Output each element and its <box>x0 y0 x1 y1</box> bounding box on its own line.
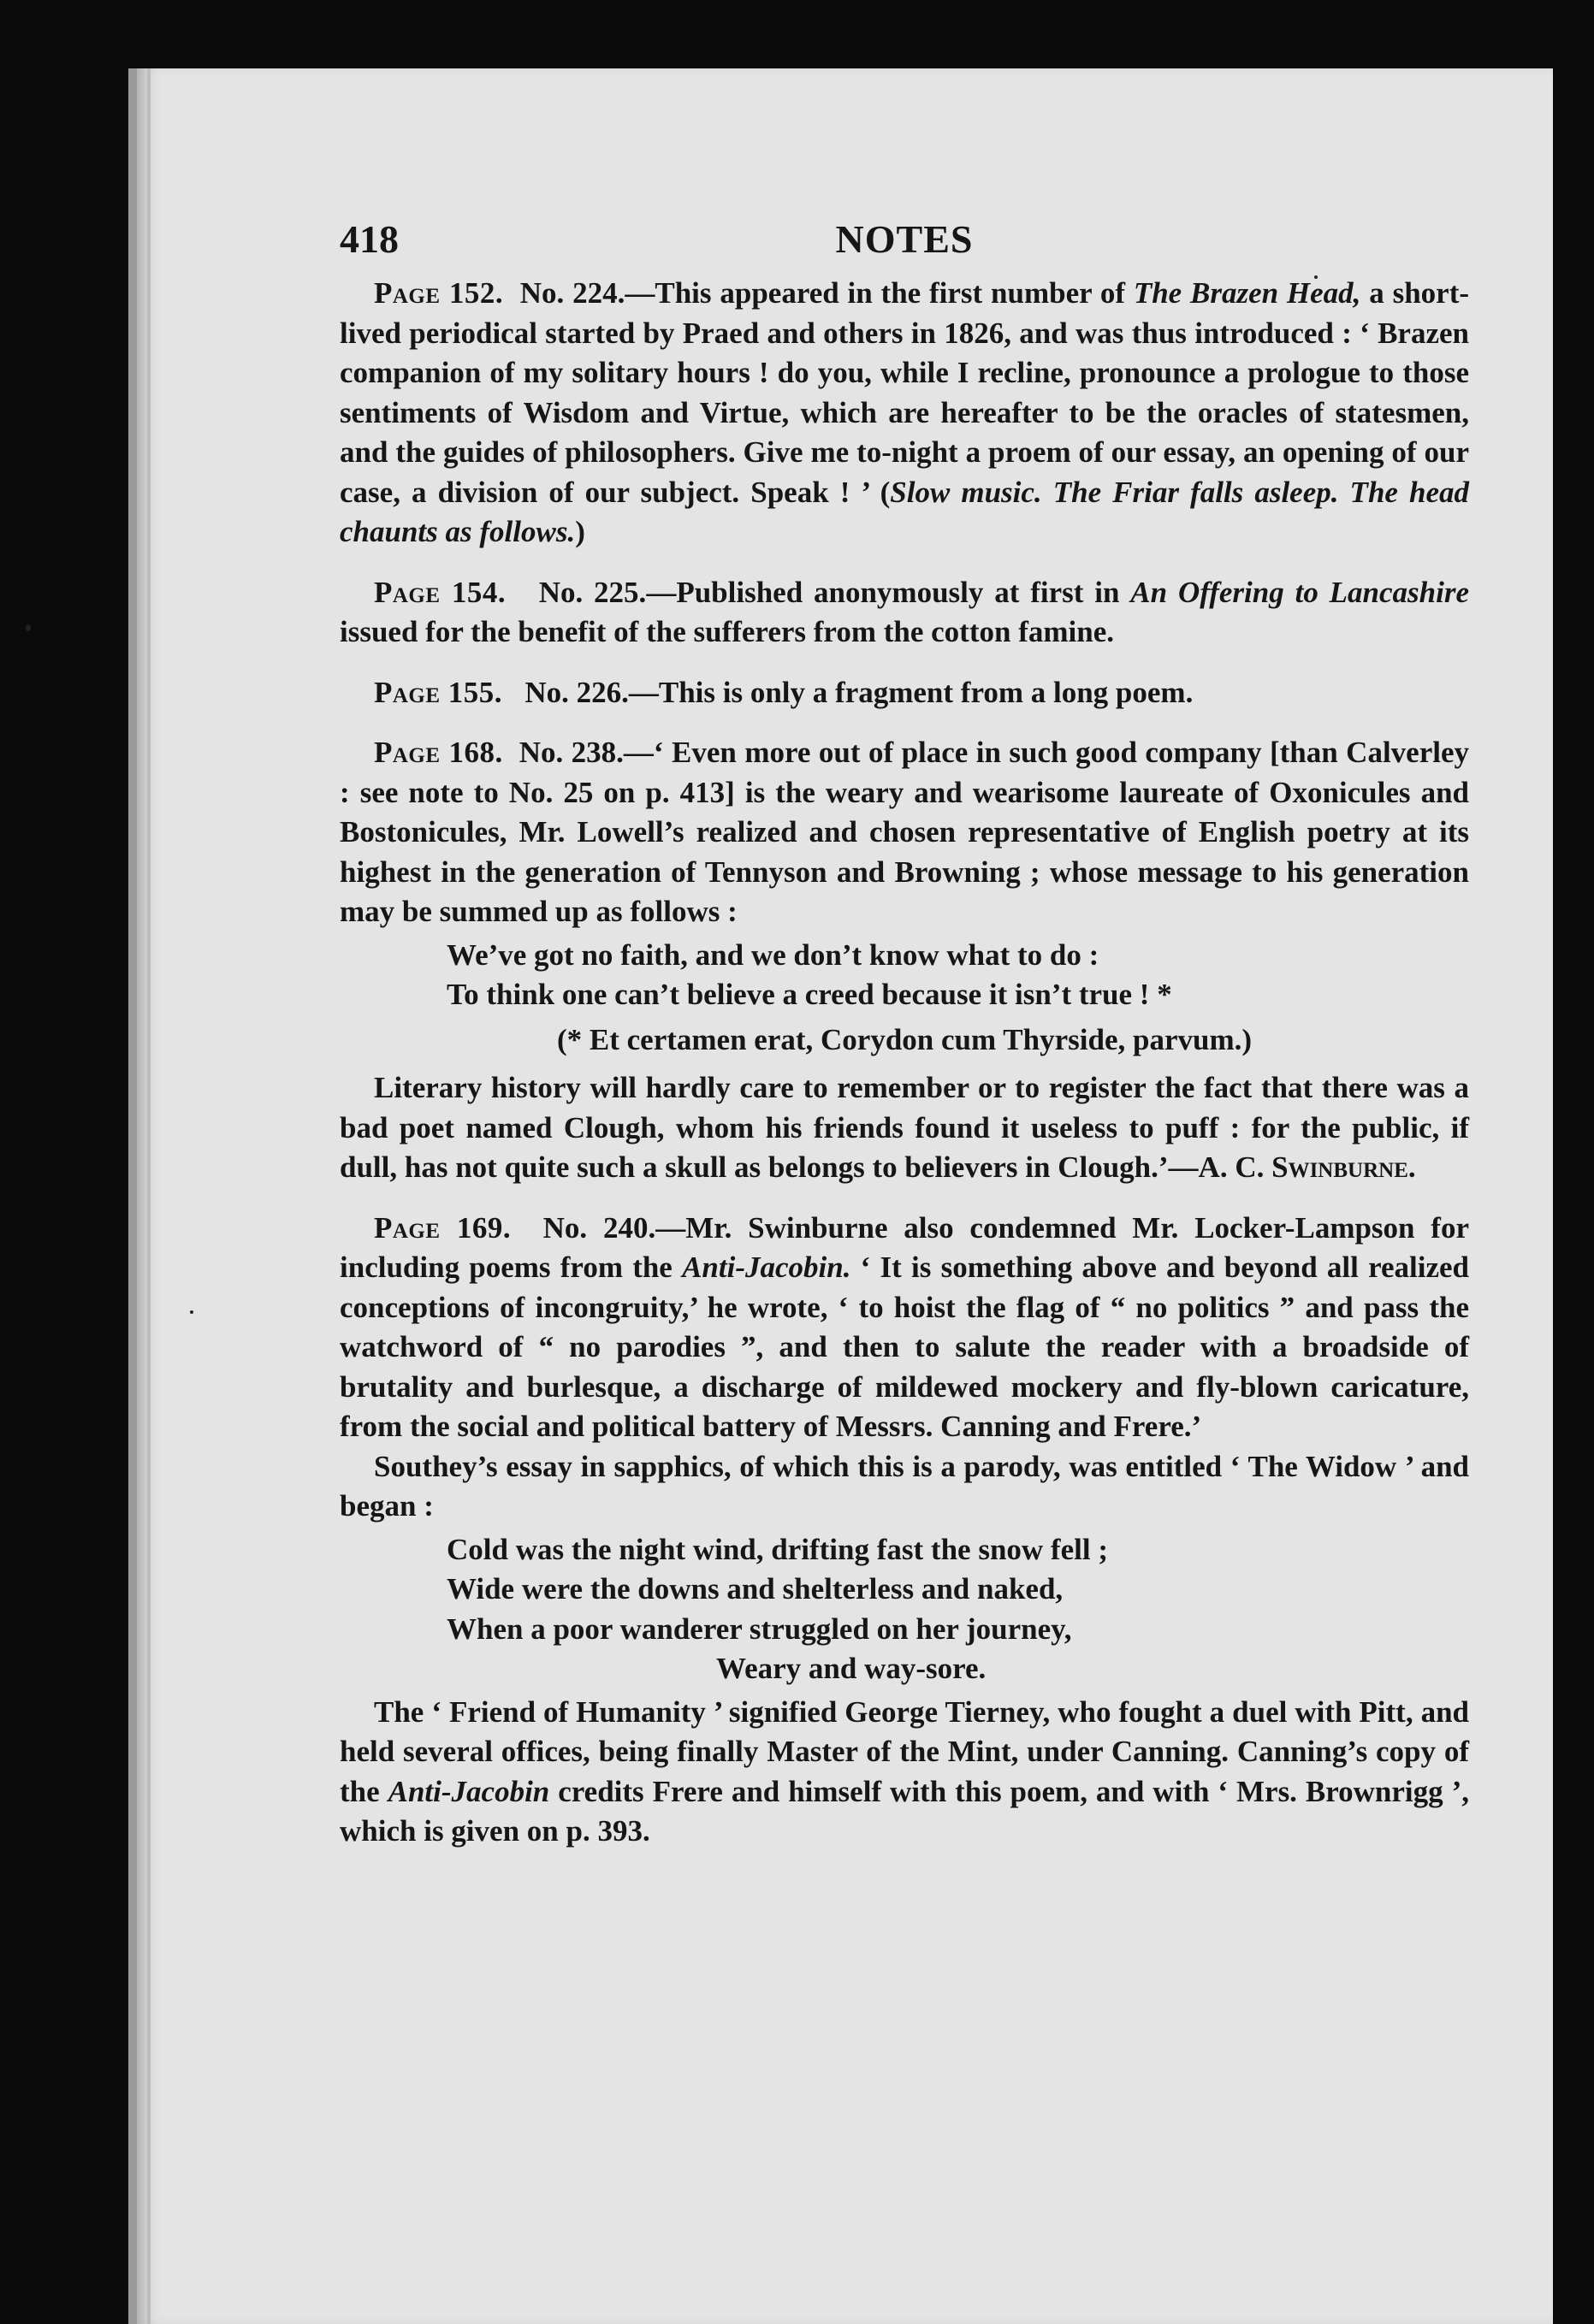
verse-footnote: (* Et certamen erat, Corydon cum Thyrside, parvum.) <box>556 1022 1253 1056</box>
note-text: —‘ Even more out of place in such good company [than Calverley : see note to No. 25 on p. 413] is the weary and wearisome laureate of Oxonicules and Bostonicules, Mr. Lowell’s realized and chosen representative of English poetry at its highest in the generation of Tennyson and Browning ; whose message to his generation may be summed up as follows : <box>340 736 1469 928</box>
note-text: credits Frere and himself with this poem, and with ‘ Mrs. Brownrigg ’, which is given on p. 393. <box>340 1774 1470 1848</box>
note-text: Literary history will hardly care to remember or to register the fact that there was a bad poet named Clough, whom his friends found it useless to puff : for the public, if dull, has not quite such a skull as belongs to believers in Clough.’—A. C. <box>340 1071 1469 1184</box>
verse-quotation <box>340 1530 1469 1689</box>
page-content <box>340 205 1469 1872</box>
note-number: No. 224. <box>519 276 625 310</box>
stage-direction-italic: Slow music. The Friar falls asleep. The head chaunts as follows. <box>340 475 1470 548</box>
note-number: No. 240. <box>542 1210 656 1245</box>
title-italic: Anti-Jacobin. <box>682 1251 851 1284</box>
note-number: No. 226. <box>524 675 629 709</box>
dust-speck <box>190 1310 193 1314</box>
note-text: —Mr. Swinburne also condemned Mr. Locker-Lampson for including poems from the <box>340 1210 1469 1284</box>
verse-line: Weary and way-sore. <box>716 1652 987 1685</box>
verse-line: To think one can’t believe a creed because it isn’t true ! * <box>447 978 1172 1011</box>
note-text: —Published anonymously at first in <box>646 575 1131 609</box>
page-header <box>340 205 1469 274</box>
note-page-169 <box>340 1209 1469 1852</box>
note-page-154 <box>340 573 1469 653</box>
verse-quotation <box>340 936 1469 1015</box>
note-page-155 <box>340 673 1469 713</box>
note-paragraph <box>340 1209 1469 1447</box>
verse-line: Wide were the downs and shelterless and naked, <box>447 1572 1064 1606</box>
note-paragraph <box>340 733 1469 932</box>
note-paragraph: Southey’s essay in sapphics, of which this is a parody, was entitled ‘ The Widow ’ and began : <box>340 1449 1469 1523</box>
page-number: 418 <box>340 217 399 261</box>
note-text: a short-lived periodical started by Praed and others in 1826, and was thus introduced : ‘ Brazen companion of my solitary hours ! do you, while I recline, pronounce a prologue to those sentiments of Wisdom and Virtue, which are hereafter to be the oracles of statesmen, and the guides of philosophers. Give me to-night a proem of our essay, an opening of our case, a division of our subject. Speak ! ’ ( <box>340 276 1470 509</box>
verse-line: We’ve got no faith, and we don’t know what to do : <box>447 937 1099 972</box>
note-text: ) <box>575 515 585 548</box>
title-italic: Anti-Jacobin <box>388 1774 550 1808</box>
note-paragraph <box>340 1693 1469 1852</box>
note-text: ‘ It is something above and beyond all realized conceptions of incongruity,’ he wrote, ‘ to hoist the flag of “ no politics ” and pass the watchword of “ no parodies ”, and then to salute the reader with a broadside of brutality and burlesque, a discharge of mildewed mockery and fly-blown caricature, from the social and political battery of Messrs. Canning and Frere.’ <box>340 1251 1469 1443</box>
title-italic: An Offering to Lancashire <box>1130 575 1469 609</box>
note-text: issued for the benefit of the sufferers from the cotton famine. <box>340 615 1114 648</box>
note-page-152 <box>340 274 1469 553</box>
note-number: No. 225. <box>538 575 647 609</box>
page-reference: Page 155. <box>374 675 503 709</box>
note-paragraph <box>340 1068 1469 1188</box>
note-text: The ‘ Friend of Humanity ’ signified George Tierney, who fought a duel with Pitt, and held several offices, being finally Master of the Mint, under Canning. Canning’s copy of the <box>340 1694 1469 1808</box>
dust-speck <box>26 624 31 631</box>
note-paragraph <box>340 274 1469 553</box>
note-paragraph <box>340 573 1469 653</box>
signature: Swinburne. <box>1271 1150 1416 1184</box>
verse-line: Cold was the night wind, drifting fast the snow fell ; <box>447 1532 1108 1566</box>
note-number: No. 238. <box>518 736 624 769</box>
title-italic: The Brazen Head, <box>1133 276 1361 310</box>
verse-line: When a poor wanderer struggled on her journey, <box>447 1611 1072 1646</box>
page-reference: Page 152. <box>374 276 504 310</box>
note-text: —This is only a fragment from a long poem. <box>628 675 1194 709</box>
page-reference: Page 169. <box>374 1210 512 1245</box>
page-reference: Page 168. <box>374 736 503 769</box>
note-text: —This appeared in the first number of <box>625 276 1134 310</box>
page-gutter <box>147 68 151 2324</box>
note-page-168 <box>340 733 1469 1188</box>
running-head: NOTES <box>835 217 974 261</box>
note-paragraph <box>340 673 1469 713</box>
page-reference: Page 154. <box>374 575 507 609</box>
